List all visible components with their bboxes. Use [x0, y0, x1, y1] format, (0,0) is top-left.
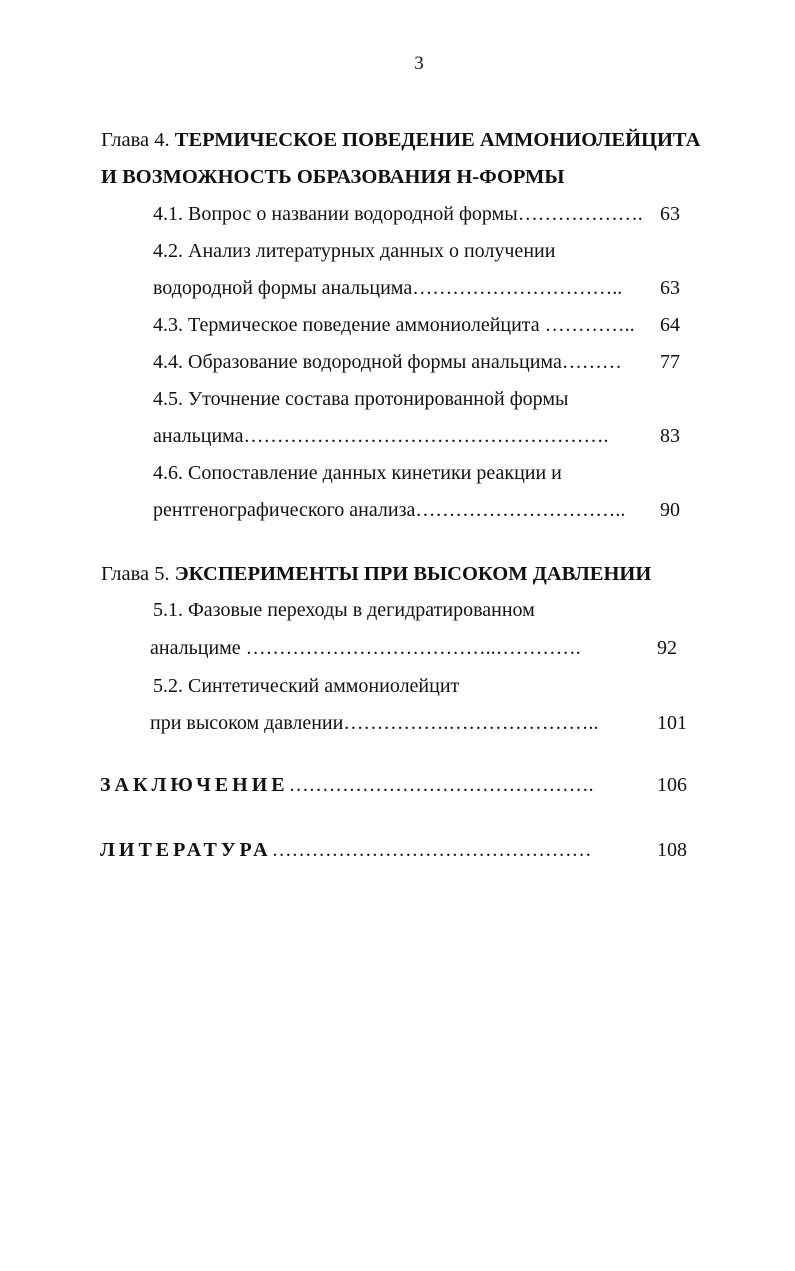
conclusion-label: ЗАКЛЮЧЕНИЕ: [100, 774, 289, 796]
chapter5-heading: [101, 562, 651, 586]
toc-page-5-1: 92: [657, 637, 677, 659]
toc-page-4-5: 83: [660, 425, 680, 447]
chapter4-title-line2: И ВОЗМОЖНОСТЬ ОБРАЗОВАНИЯ Н-ФОРМЫ: [101, 166, 565, 188]
toc-entry-4-3: 4.3. Термическое поведение аммониолейцита …………..: [153, 314, 635, 336]
page-number: 3: [414, 53, 424, 74]
chapter5-prefix: Глава 5.: [101, 563, 175, 585]
toc-entry-4-2: 4.2. Анализ литературных данных о получении: [153, 240, 556, 262]
toc-entry-4-5-cont: анальцима……………………………………………….: [153, 425, 609, 447]
toc-entry-5-2: 5.2. Синтетический аммониолейцит: [153, 675, 460, 697]
toc-page-literature: 108: [657, 839, 687, 861]
toc-conclusion: [100, 773, 594, 797]
chapter5-title: ЭКСПЕРИМЕНТЫ ПРИ ВЫСОКОМ ДАВЛЕНИИ: [174, 563, 652, 585]
literature-dots: …………………………………………: [271, 839, 592, 861]
toc-entry-5-1: 5.1. Фазовые переходы в дегидратированном: [153, 599, 535, 621]
toc-entry-4-5: 4.5. Уточнение состава протонированной формы: [153, 388, 569, 410]
toc-entry-5-1-cont: анальциме ………………………………..………….: [150, 637, 581, 659]
chapter4-title-line1: ТЕРМИЧЕСКОЕ ПОВЕДЕНИЕ АММОНИОЛЕЙЦИТА: [174, 129, 701, 151]
chapter4-heading-line1: [101, 128, 700, 152]
toc-entry-4-6: 4.6. Сопоставление данных кинетики реакции и: [153, 462, 562, 484]
chapter4-prefix: Глава 4.: [101, 129, 175, 151]
toc-page-4-6: 90: [660, 499, 680, 521]
literature-label: ЛИТЕРАТУРА: [100, 839, 272, 861]
toc-entry-5-2-cont: при высоком давлении…………….…………………..: [150, 712, 599, 734]
toc-page-4-3: 64: [660, 314, 680, 336]
toc-entry-4-1: 4.1. Вопрос о названии водородной формы……………….: [153, 203, 643, 225]
toc-page-4-4: 77: [660, 351, 680, 373]
conclusion-dots: ……………………………………….: [288, 774, 594, 796]
toc-entry-4-6-cont: рентгенографического анализа…………………………..: [153, 499, 626, 521]
toc-entry-4-4: 4.4. Образование водородной формы анальцима………: [153, 351, 622, 373]
toc-page-conclusion: 106: [657, 774, 687, 796]
toc-page-4-2: 63: [660, 277, 680, 299]
toc-page-4-1: 63: [660, 203, 680, 225]
toc-entry-4-2-cont: водородной формы анальцима…………………………..: [153, 277, 623, 299]
toc-page-5-2: 101: [657, 712, 687, 734]
toc-literature: [100, 838, 592, 862]
